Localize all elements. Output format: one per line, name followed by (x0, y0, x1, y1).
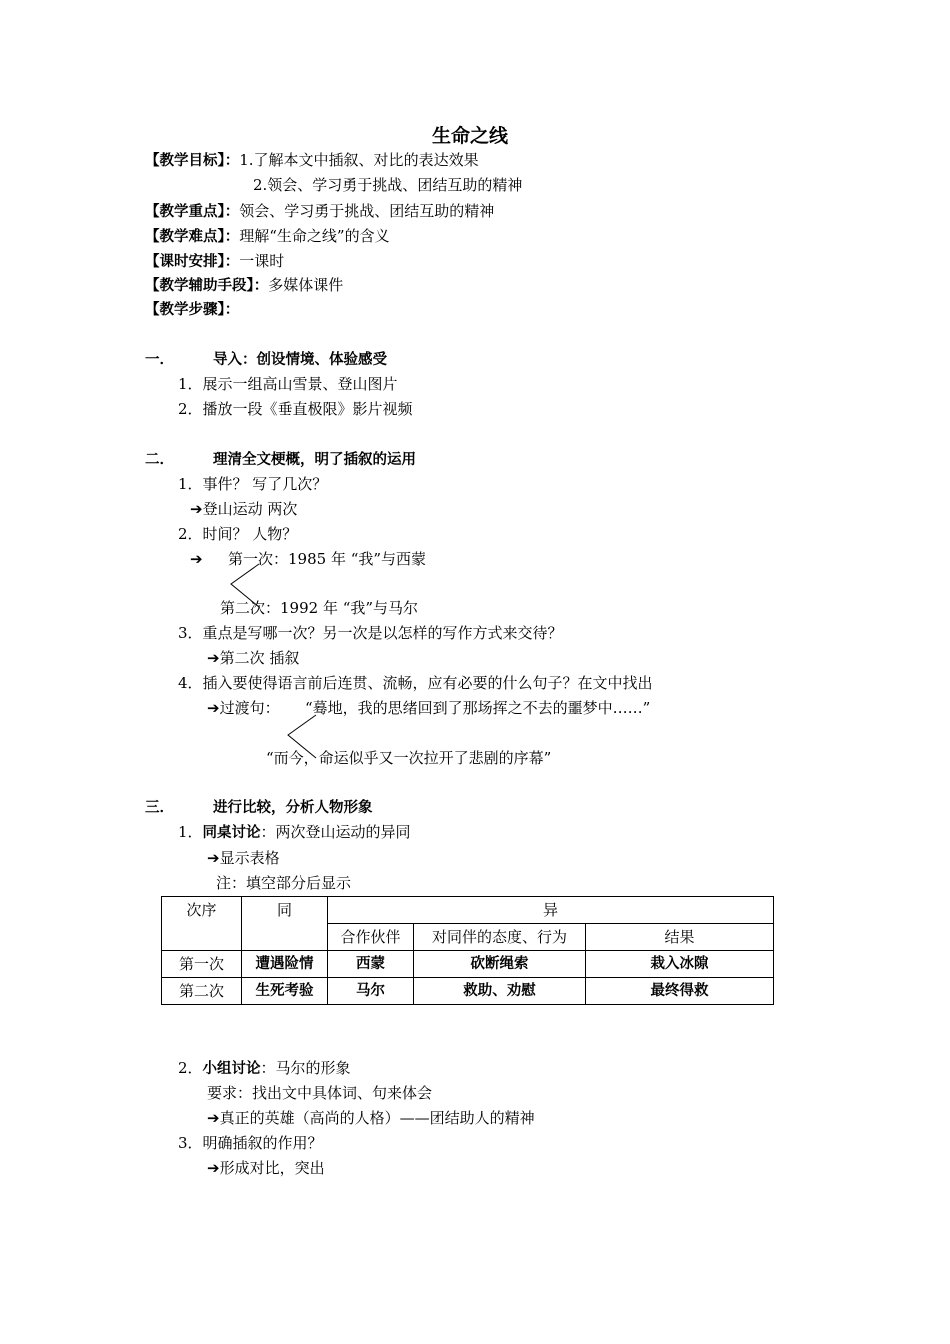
difficulty-text: 理解“生命之线”的含义 (239, 227, 390, 245)
answer-2-first: 第一次：1985 年 “我”与西蒙 (228, 550, 427, 568)
item-3: 3．明确插叙的作用？ (178, 1134, 323, 1152)
cell-same: 生死考验 (242, 978, 328, 1005)
item-2-text: ：马尔的形象 (260, 1059, 351, 1077)
table-row (162, 951, 774, 978)
item-1-number: 1． (178, 823, 203, 841)
item-2-requirement: 要求：找出文中具体词、句来体会 (207, 1084, 433, 1102)
question-4: 4．插入要使得语言前后连贯、流畅，应有必要的什么句子？在文中找出 (178, 674, 653, 692)
steps-label: 【教学步骤】： (145, 302, 240, 318)
cell-partner: 西蒙 (328, 951, 414, 978)
cell-order: 第二次 (162, 978, 242, 1005)
answer-2-second: 第二次：1992 年 “我”与马尔 (220, 599, 419, 617)
cell-result: 栽入冰隙 (586, 951, 774, 978)
arrow-icon: ➔ (190, 550, 203, 568)
question-3: 3．重点是写哪一次？另一次是以怎样的写作方式来交待？ (178, 624, 563, 642)
list-item: 2．播放一段《垂直极限》影片视频 (178, 400, 413, 418)
cell-result: 最终得救 (586, 978, 774, 1005)
header-attitude: 对同伴的态度、行为 (414, 924, 586, 951)
answer-1: ➔登山运动 两次 (190, 500, 298, 518)
section-2-heading: 理清全文梗概，明了插叙的运用 (213, 452, 416, 468)
item-1-text: ：两次登山运动的异同 (260, 823, 411, 841)
comparison-table (161, 896, 774, 1005)
focus-label: 【教学重点】： (145, 204, 240, 220)
goal-1: 1.了解本文中插叙、对比的表达效果 (239, 151, 479, 169)
focus-text: 领会、学习勇于挑战、团结互助的精神 (239, 202, 495, 220)
section-1-heading: 导入：创设情境、体验感受 (213, 352, 387, 368)
item-2-number: 2． (178, 1059, 203, 1077)
answer-4-second: “而今，命运似乎又一次拉开了悲剧的序幕” (266, 749, 552, 767)
header-diff: 异 (328, 897, 774, 924)
cell-attitude: 救助、劝慰 (414, 978, 586, 1005)
time-label: 【课时安排】： (145, 254, 240, 270)
cell-partner: 马尔 (328, 978, 414, 1005)
header-partner: 合作伙伴 (328, 924, 414, 951)
item-1-answer: ➔显示表格 (207, 849, 280, 867)
cell-order: 第一次 (162, 951, 242, 978)
item-1-bold: 同桌讨论 (202, 825, 261, 841)
item-2-bold: 小组讨论 (202, 1061, 261, 1077)
header-result: 结果 (586, 924, 774, 951)
item-3-answer: ➔形成对比，突出 (207, 1159, 325, 1177)
difficulty-label: 【教学难点】： (145, 229, 240, 245)
header-order: 次序 (162, 897, 242, 951)
section-3-heading: 进行比较，分析人物形象 (213, 800, 373, 816)
list-item: 1．展示一组高山雪景、登山图片 (178, 375, 398, 393)
time-text: 一课时 (239, 252, 285, 270)
header-same: 同 (242, 897, 328, 951)
section-2-number: 二． (145, 452, 174, 468)
aids-text: 多媒体课件 (268, 276, 344, 294)
answer-3: ➔第二次 插叙 (207, 649, 300, 667)
answer-4-label: ➔过渡句： (207, 699, 280, 717)
aids-label: 【教学辅助手段】： (145, 278, 269, 294)
question-1: 1．事件？ 写了几次？ (178, 475, 328, 493)
table-row (162, 978, 774, 1005)
page-title: 生命之线 (432, 125, 509, 147)
goal-label: 【教学目标】： (145, 153, 240, 169)
goal-2: 2.领会、学习勇于挑战、团结互助的精神 (253, 176, 523, 194)
question-2: 2．时间？ 人物？ (178, 525, 298, 543)
answer-4-first: “蓦地，我的思绪回到了那场挥之不去的噩梦中……” (305, 699, 651, 717)
section-3-number: 三． (145, 800, 174, 816)
item-1-note: 注：填空部分后显示 (216, 874, 352, 892)
item-2-answer: ➔真正的英雄（高尚的人格）——团结助人的精神 (207, 1109, 535, 1127)
cell-same: 遭遇险情 (242, 951, 328, 978)
cell-attitude: 砍断绳索 (414, 951, 586, 978)
section-1-number: 一． (145, 352, 174, 368)
